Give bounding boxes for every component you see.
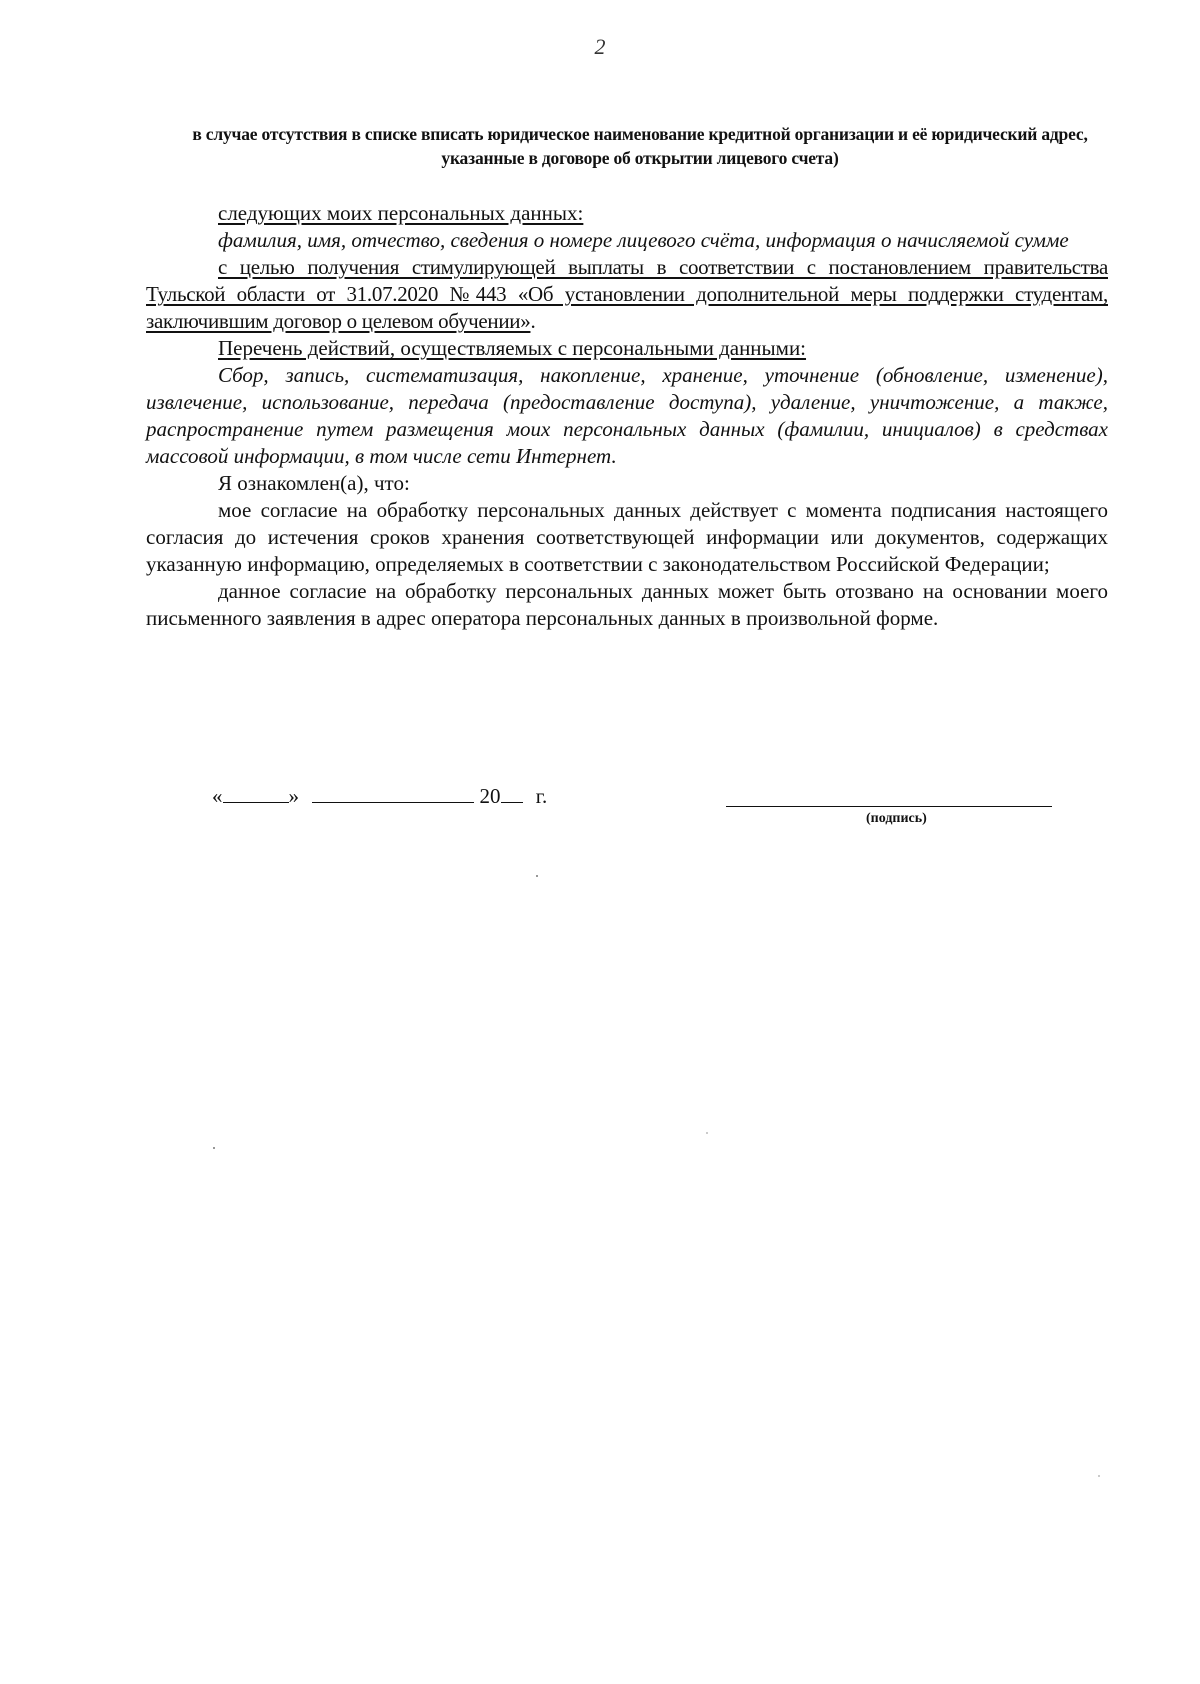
signature-blank[interactable] — [726, 806, 1052, 807]
document-body — [146, 200, 1108, 632]
purpose-paragraph — [146, 254, 1108, 335]
actions-list: Сбор, запись, систематизация, накопление, хранение, уточнение (обновление, изменение), извлечение, использование, передача (предоставление доступа), удаление, уничтожение, а также, распространение путем размещения моих персональных данных (фамилии, инициалов) в средствах массовой информации, в том числе сети Интернет. — [146, 363, 1108, 468]
signature-label: (подпись) — [866, 811, 927, 826]
purpose-text: с целью получения стимулирующей выплаты в соответствии с постановлением правительства Тульской области от 31.07.2020 №443 «Об установлении дополнительной меры поддержки студентам, заключившим договор о целевом обучении» — [146, 255, 1108, 333]
month-blank[interactable] — [312, 784, 474, 803]
scan-speck — [1098, 1475, 1100, 1477]
day-blank[interactable] — [223, 784, 289, 803]
scan-speck — [213, 1147, 215, 1149]
date-line — [212, 784, 547, 809]
personal-data-heading: следующих моих персональных данных: — [218, 201, 584, 225]
year-blank[interactable] — [501, 784, 523, 803]
date-open-quote: « — [212, 784, 223, 808]
validity-paragraph: мое согласие на обработку персональных данных действует с момента подписания настоящего согласия до истечения сроков хранения соответствующей информации или документов, содержащих указанную информацию, определяемых в соответствии с законодательством Российской Федерации; — [146, 498, 1108, 576]
purpose-end: . — [530, 309, 536, 333]
scan-speck — [536, 875, 538, 877]
year-suffix: г. — [535, 784, 548, 808]
header-note: в случае отсутствия в списке вписать юридическое наименование кредитной организации и её юридический адрес, указанные в договоре об открытии лицевого счета) — [192, 124, 1088, 168]
actions-heading: Перечень действий, осуществляемых с персональными данными: — [218, 336, 807, 360]
scan-speck — [706, 1132, 708, 1134]
date-close-quote: » — [288, 784, 299, 808]
year-prefix: 20 — [479, 784, 501, 808]
revocation-paragraph: данное согласие на обработку персональных данных может быть отозвано на основании моего письменного заявления в адрес оператора персональных данных в произвольной форме. — [146, 579, 1108, 630]
page-number: 2 — [594, 34, 606, 59]
acknowledged-line: Я ознакомлен(а), что: — [218, 471, 410, 495]
personal-data-list: фамилия, имя, отчество, сведения о номере лицевого счёта, информация о начисляемой сумме — [218, 228, 1069, 252]
